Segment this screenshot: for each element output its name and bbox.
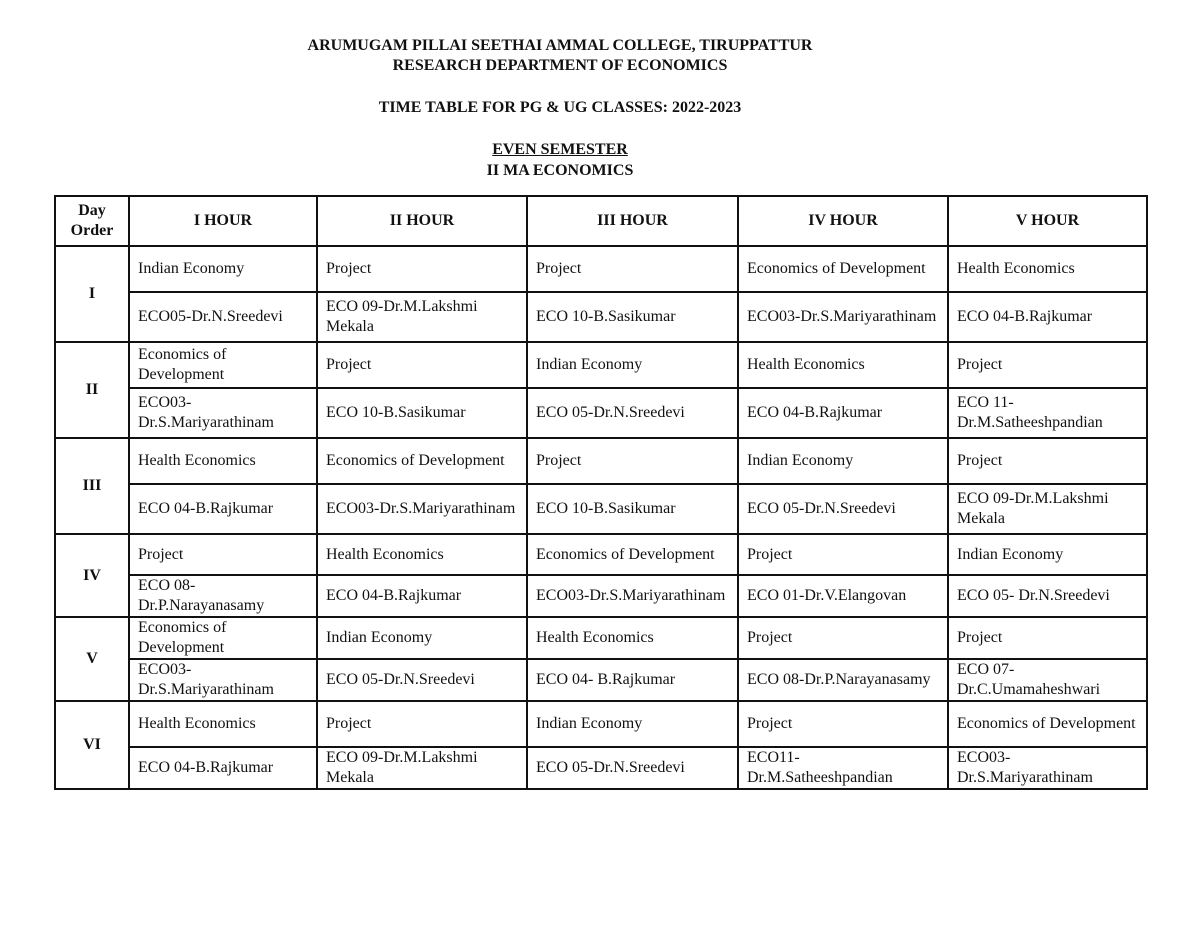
day-order: VI bbox=[55, 701, 129, 789]
staff-cell: ECO 04- B.Rajkumar bbox=[527, 659, 738, 701]
staff-cell: ECO 04-B.Rajkumar bbox=[129, 484, 317, 534]
staff-cell: ECO 10-B.Sasikumar bbox=[527, 292, 738, 342]
column-header: III HOUR bbox=[527, 196, 738, 246]
staff-cell: ECO 05-Dr.N.Sreedevi bbox=[738, 484, 948, 534]
staff-cell: ECO03-Dr.S.Mariyarathinam bbox=[317, 484, 527, 534]
subject-cell: Indian Economy bbox=[527, 701, 738, 747]
subject-cell: Project bbox=[948, 342, 1147, 388]
subject-cell: Health Economics bbox=[129, 701, 317, 747]
subject-cell: Economics of Development bbox=[129, 342, 317, 388]
subject-cell: Project bbox=[738, 617, 948, 659]
staff-cell: ECO 04-B.Rajkumar bbox=[317, 575, 527, 617]
subject-cell: Health Economics bbox=[738, 342, 948, 388]
subject-cell: Health Economics bbox=[527, 617, 738, 659]
day-order: I bbox=[55, 246, 129, 342]
staff-cell: ECO03-Dr.S.Mariyarathinam bbox=[948, 747, 1147, 789]
subject-cell: Project bbox=[317, 246, 527, 292]
timetable-title: TIME TABLE FOR PG & UG CLASSES: 2022-2023 bbox=[378, 99, 742, 116]
table-row bbox=[55, 246, 1147, 292]
staff-cell: ECO 08-Dr.P.Narayanasamy bbox=[129, 575, 317, 617]
staff-cell: ECO03-Dr.S.Mariyarathinam bbox=[129, 388, 317, 438]
table-row bbox=[55, 575, 1147, 617]
class-title: II MA ECONOMICS bbox=[486, 162, 634, 179]
subject-cell: Indian Economy bbox=[317, 617, 527, 659]
subject-cell: Project bbox=[317, 342, 527, 388]
staff-cell: ECO05-Dr.N.Sreedevi bbox=[129, 292, 317, 342]
college-name: ARUMUGAM PILLAI SEETHAI AMMAL COLLEGE, TIRUPPATTUR bbox=[307, 37, 813, 54]
subject-cell: Health Economics bbox=[317, 534, 527, 575]
staff-cell: ECO 05- Dr.N.Sreedevi bbox=[948, 575, 1147, 617]
staff-cell: ECO 05-Dr.N.Sreedevi bbox=[527, 388, 738, 438]
staff-cell: ECO 04-B.Rajkumar bbox=[738, 388, 948, 438]
subject-cell: Indian Economy bbox=[948, 534, 1147, 575]
column-header: V HOUR bbox=[948, 196, 1147, 246]
subject-cell: Project bbox=[948, 617, 1147, 659]
staff-cell: ECO 10-B.Sasikumar bbox=[527, 484, 738, 534]
subject-cell: Indian Economy bbox=[738, 438, 948, 484]
table-row bbox=[55, 438, 1147, 484]
subject-cell: Health Economics bbox=[129, 438, 317, 484]
department-name: RESEARCH DEPARTMENT OF ECONOMICS bbox=[392, 57, 728, 74]
subject-cell: Economics of Development bbox=[948, 701, 1147, 747]
staff-cell: ECO 01-Dr.V.Elangovan bbox=[738, 575, 948, 617]
table-row bbox=[55, 617, 1147, 659]
staff-cell: ECO 11-Dr.M.Satheeshpandian bbox=[948, 388, 1147, 438]
staff-cell: ECO03-Dr.S.Mariyarathinam bbox=[738, 292, 948, 342]
staff-cell: ECO 07-Dr.C.Umamaheshwari bbox=[948, 659, 1147, 701]
day-order: IV bbox=[55, 534, 129, 617]
subject-cell: Health Economics bbox=[948, 246, 1147, 292]
subject-cell: Project bbox=[527, 246, 738, 292]
table-row bbox=[55, 701, 1147, 747]
staff-cell: ECO 04-B.Rajkumar bbox=[129, 747, 317, 789]
subject-cell: Project bbox=[527, 438, 738, 484]
day-order: III bbox=[55, 438, 129, 534]
timetable bbox=[54, 195, 1148, 790]
staff-cell: ECO 10-B.Sasikumar bbox=[317, 388, 527, 438]
subject-cell: Project bbox=[948, 438, 1147, 484]
subject-cell: Project bbox=[317, 701, 527, 747]
subject-cell: Economics of Development bbox=[129, 617, 317, 659]
table-row bbox=[55, 342, 1147, 388]
table-row bbox=[55, 534, 1147, 575]
semester-title: EVEN SEMESTER bbox=[492, 141, 628, 158]
column-header: II HOUR bbox=[317, 196, 527, 246]
staff-cell: ECO 04-B.Rajkumar bbox=[948, 292, 1147, 342]
subject-cell: Economics of Development bbox=[527, 534, 738, 575]
subject-cell: Project bbox=[738, 534, 948, 575]
table-row bbox=[55, 747, 1147, 789]
staff-cell: ECO 05-Dr.N.Sreedevi bbox=[317, 659, 527, 701]
staff-cell: ECO11-Dr.M.Satheeshpandian bbox=[738, 747, 948, 789]
table-row bbox=[55, 484, 1147, 534]
staff-cell: ECO 09-Dr.M.Lakshmi Mekala bbox=[317, 747, 527, 789]
column-header: IV HOUR bbox=[738, 196, 948, 246]
table-row bbox=[55, 659, 1147, 701]
column-header: Day Order bbox=[55, 196, 129, 246]
staff-cell: ECO 09-Dr.M.Lakshmi Mekala bbox=[317, 292, 527, 342]
column-header: I HOUR bbox=[129, 196, 317, 246]
staff-cell: ECO 05-Dr.N.Sreedevi bbox=[527, 747, 738, 789]
subject-cell: Indian Economy bbox=[527, 342, 738, 388]
subject-cell: Economics of Development bbox=[317, 438, 527, 484]
header-row bbox=[55, 196, 1147, 246]
staff-cell: ECO03-Dr.S.Mariyarathinam bbox=[527, 575, 738, 617]
day-order: II bbox=[55, 342, 129, 438]
subject-cell: Economics of Development bbox=[738, 246, 948, 292]
subject-cell: Project bbox=[738, 701, 948, 747]
subject-cell: Indian Economy bbox=[129, 246, 317, 292]
staff-cell: ECO03-Dr.S.Mariyarathinam bbox=[129, 659, 317, 701]
table-row bbox=[55, 388, 1147, 438]
staff-cell: ECO 08-Dr.P.Narayanasamy bbox=[738, 659, 948, 701]
day-order: V bbox=[55, 617, 129, 701]
table-row bbox=[55, 292, 1147, 342]
staff-cell: ECO 09-Dr.M.Lakshmi Mekala bbox=[948, 484, 1147, 534]
subject-cell: Project bbox=[129, 534, 317, 575]
